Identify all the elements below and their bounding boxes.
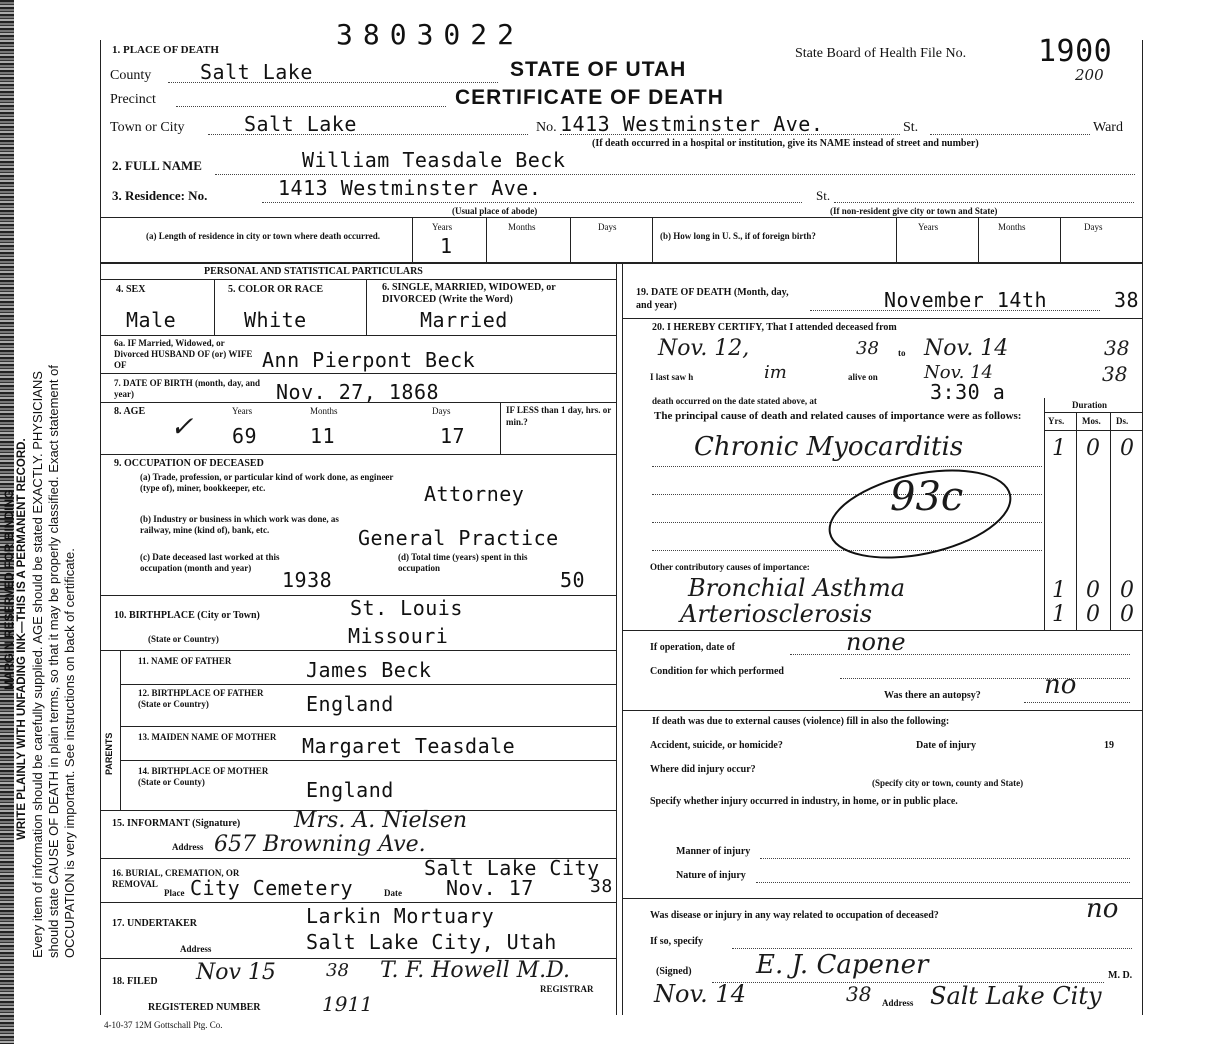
file-sub-number: 200 bbox=[1075, 66, 1104, 84]
mother-birthplace: England bbox=[306, 778, 394, 802]
nature-label: Nature of injury bbox=[676, 870, 746, 881]
contributory-cause-1: Bronchial Asthma bbox=[688, 574, 906, 602]
injury-date-label: Date of injury bbox=[916, 740, 976, 751]
age-label: 8. AGE bbox=[114, 406, 146, 417]
contributory-cause-2: Arteriosclerosis bbox=[680, 600, 873, 628]
dur-mos-label: Mos. bbox=[1082, 416, 1101, 426]
death-time-label: death occurred on the date stated above, at bbox=[652, 396, 817, 406]
physician-signature: E. J. Capener bbox=[756, 950, 929, 980]
signed-address-label: Address bbox=[882, 998, 914, 1008]
principal-cause-label: The principal cause of death and related causes of importance were as follows: bbox=[654, 410, 1022, 422]
parents-side-label: PARENTS bbox=[104, 732, 114, 775]
color-value: White bbox=[244, 308, 307, 332]
duration-label: Duration bbox=[1072, 400, 1108, 410]
margin-reserved-text: MARGIN RESERVED FOR BINDING bbox=[2, 489, 16, 690]
usual-abode-note: (Usual place of abode) bbox=[452, 206, 538, 216]
state-title: STATE OF UTAH bbox=[510, 58, 687, 81]
margin-instructions-3: OCCUPATION is very important. See instructions on back of certificate. bbox=[62, 548, 77, 958]
town-value: Salt Lake bbox=[244, 112, 357, 136]
total-time-value: 50 bbox=[560, 568, 586, 592]
sex-label: 4. SEX bbox=[116, 284, 146, 295]
undertaker-address-label: Address bbox=[180, 944, 212, 954]
signed-date: Nov. 14 bbox=[654, 980, 746, 1008]
age-days-value: 17 bbox=[440, 424, 466, 448]
res-months-label: Months bbox=[508, 222, 536, 232]
contributory-2-ds: 0 bbox=[1120, 602, 1134, 627]
father-birthplace: England bbox=[306, 692, 394, 716]
registrar-label: REGISTRAR bbox=[540, 984, 594, 994]
precinct-label: Precinct bbox=[110, 92, 156, 107]
sex-value: Male bbox=[126, 308, 177, 332]
death-date: November 14th bbox=[884, 288, 1048, 312]
registered-number: 1911 bbox=[322, 992, 373, 1016]
street-no-label: No. bbox=[536, 120, 557, 135]
residence-label: 3. Residence: No. bbox=[112, 188, 208, 203]
marital-label: 6. SINGLE, MARRIED, WIDOWED, or DIVORCED (Write the Word) bbox=[382, 282, 556, 305]
file-number: 1900 bbox=[1038, 34, 1113, 69]
death-date-label: 19. DATE OF DEATH (Month, day, and year) bbox=[636, 287, 789, 311]
autopsy-value: no bbox=[1044, 670, 1077, 700]
place-of-death-label: 1. PLACE OF DEATH bbox=[112, 44, 219, 56]
marital-value: Married bbox=[420, 308, 508, 332]
spouse-value: Ann Pierpont Beck bbox=[262, 348, 476, 372]
burial-value: Salt Lake City bbox=[424, 856, 600, 880]
informant-signature: Mrs. A. Nielsen bbox=[294, 808, 468, 833]
contributory-2-mos: 0 bbox=[1086, 602, 1100, 627]
alive-on-label: alive on bbox=[848, 372, 878, 382]
alive-on-year: 38 bbox=[1102, 362, 1128, 386]
us-days-label: Days bbox=[1084, 222, 1103, 232]
contributory-label: Other contributory causes of importance: bbox=[650, 562, 810, 572]
burial-place: City Cemetery bbox=[190, 876, 354, 900]
registered-number-label: REGISTERED NUMBER bbox=[148, 1002, 261, 1013]
margin-write-plainly: WRITE PLAINLY WITH UNFADING INK—THIS IS A PERMANENT RECORD. bbox=[16, 438, 28, 840]
mother-label: 13. MAIDEN NAME OF MOTHER bbox=[138, 732, 277, 742]
autopsy-label: Was there an autopsy? bbox=[884, 690, 981, 701]
age-checkmark: ✓ bbox=[170, 410, 194, 443]
father-birthplace-label: 12. BIRTHPLACE OF FATHER (State or Country) bbox=[138, 688, 264, 709]
birthplace-state: Missouri bbox=[348, 624, 449, 648]
alive-on-value: Nov. 14 bbox=[924, 362, 993, 383]
res-years-label: Years bbox=[432, 222, 453, 232]
cause-code: 93c bbox=[890, 474, 964, 520]
filed-date: Nov 15 bbox=[196, 960, 276, 985]
burial-year: 38 bbox=[590, 876, 613, 897]
death-year: 38 bbox=[1114, 288, 1140, 312]
dur-ds-label: Ds. bbox=[1116, 416, 1129, 426]
form-left-border bbox=[100, 40, 101, 1015]
contributory-1-yrs: 1 bbox=[1052, 578, 1066, 603]
length-residence-label: (a) Length of residence in city or town where death occurred. bbox=[146, 231, 381, 241]
age-days-label: Days bbox=[432, 406, 451, 416]
st-label: St. bbox=[903, 120, 919, 135]
undertaker-address: Salt Lake City, Utah bbox=[306, 930, 557, 954]
margin-instructions-2: should state CAUSE OF DEATH in plain terms, so that it may be properly classified. Exact statement of bbox=[46, 365, 61, 958]
signed-label: (Signed) bbox=[656, 966, 692, 977]
res-years-value: 1 bbox=[440, 234, 453, 258]
county-label: County bbox=[110, 68, 152, 83]
contributory-2-yrs: 1 bbox=[1052, 602, 1066, 627]
us-months-label: Months bbox=[998, 222, 1026, 232]
manner-label: Manner of injury bbox=[676, 846, 751, 857]
md-label: M. D. bbox=[1108, 970, 1133, 981]
printer-note: 4-10-37 12M Gottschall Ptg. Co. bbox=[104, 1020, 223, 1030]
trade-value: Attorney bbox=[424, 482, 525, 506]
nonresident-note: (If non-resident give city or town and State) bbox=[830, 206, 998, 216]
attended-to-year: 38 bbox=[1104, 336, 1130, 360]
contributory-1-ds: 0 bbox=[1120, 578, 1134, 603]
undertaker-value: Larkin Mortuary bbox=[306, 904, 495, 928]
industry-value: General Practice bbox=[358, 526, 559, 550]
mother-birthplace-label: 14. BIRTHPLACE OF MOTHER (State or County) bbox=[138, 766, 269, 787]
occupation-related-value: no bbox=[1086, 894, 1119, 924]
less-than-day-label: IF LESS than 1 day, hrs. or min.? bbox=[506, 405, 612, 427]
specify-injury-label: Specify whether injury occurred in industry, in home, or in public place. bbox=[650, 796, 958, 807]
age-years-label: Years bbox=[232, 406, 253, 416]
us-years-label: Years bbox=[918, 222, 939, 232]
principal-dur-ds: 0 bbox=[1120, 436, 1134, 461]
principal-dur-mos: 0 bbox=[1086, 436, 1100, 461]
res-days-label: Days bbox=[598, 222, 617, 232]
trade-label: (a) Trade, profession, or particular kind of work done, as engineer (type of), miner, bookkeeper, etc. bbox=[140, 472, 394, 493]
spouse-label: 6a. IF Married, Widowed, or Divorced HUSBAND OF (or) WIFE OF bbox=[114, 338, 253, 370]
dur-yrs-label: Yrs. bbox=[1048, 416, 1065, 426]
principal-dur-yrs: 1 bbox=[1052, 436, 1066, 461]
color-label: 5. COLOR OR RACE bbox=[228, 284, 324, 295]
registrar-signature: T. F. Howell M.D. bbox=[380, 958, 570, 983]
occupation-related-label: Was disease or injury in any way related to occupation of deceased? bbox=[650, 910, 939, 921]
signed-year: 38 bbox=[846, 982, 872, 1006]
informant-address: 657 Browning Ave. bbox=[214, 832, 426, 857]
mother-value: Margaret Teasdale bbox=[302, 734, 516, 758]
filed-label: 18. FILED bbox=[112, 976, 158, 987]
death-time: 3:30 a bbox=[930, 380, 1006, 404]
foreign-birth-label: (b) How long in U. S., if of foreign birth? bbox=[660, 231, 816, 241]
where-injury-label: Where did injury occur? bbox=[650, 764, 756, 775]
signed-address: Salt Lake City bbox=[930, 982, 1102, 1010]
death-address: 1413 Westminster Ave. bbox=[560, 112, 824, 136]
serial-number: 3803022 bbox=[336, 18, 525, 51]
contributory-1-mos: 0 bbox=[1086, 578, 1100, 603]
operation-label: If operation, date of bbox=[650, 642, 735, 653]
birthplace-city: St. Louis bbox=[350, 596, 463, 620]
certify-line: 20. I HEREBY CERTIFY, That I attended deceased from bbox=[652, 322, 897, 333]
informant-address-label: Address bbox=[172, 842, 204, 852]
attended-from: Nov. 12, bbox=[658, 336, 750, 361]
last-saw-value: im bbox=[764, 362, 787, 383]
column-divider bbox=[616, 262, 617, 1015]
burial-date-label: Date bbox=[384, 888, 402, 898]
form-right-border bbox=[1142, 40, 1143, 1015]
if-so-label: If so, specify bbox=[650, 936, 704, 947]
hospital-note: (If death occurred in a hospital or institution, give its NAME instead of street and number) bbox=[592, 138, 979, 149]
residence-value: 1413 Westminster Ave. bbox=[278, 176, 542, 200]
last-worked-value: 1938 bbox=[282, 568, 333, 592]
file-number-label: State Board of Health File No. bbox=[795, 46, 967, 61]
county-value: Salt Lake bbox=[200, 60, 313, 84]
age-months-label: Months bbox=[310, 406, 338, 416]
residence-st-label: St. bbox=[816, 188, 831, 203]
operation-value: none bbox=[846, 628, 906, 656]
dob-value: Nov. 27, 1868 bbox=[276, 380, 440, 404]
father-label: 11. NAME OF FATHER bbox=[138, 656, 232, 666]
external-causes-label: If death was due to external causes (violence) fill in also the following: bbox=[652, 716, 950, 727]
certificate-title: CERTIFICATE OF DEATH bbox=[455, 86, 724, 109]
burial-date: Nov. 17 bbox=[446, 876, 534, 900]
burial-place-label: Place bbox=[164, 888, 185, 898]
injury-year-label: 19 bbox=[1104, 740, 1114, 751]
age-months-value: 11 bbox=[310, 424, 336, 448]
industry-label: (b) Industry or business in which work was done, as railway, mine (kind of), bank, etc. bbox=[140, 514, 339, 535]
accident-label: Accident, suicide, or homicide? bbox=[650, 740, 783, 751]
dob-label: 7. DATE OF BIRTH (month, day, and year) bbox=[114, 378, 260, 399]
full-name-label: 2. FULL NAME bbox=[112, 158, 202, 173]
where-injury-note: (Specify city or town, county and State) bbox=[872, 778, 1024, 788]
town-label: Town or City bbox=[110, 120, 185, 135]
last-saw-label: I last saw h bbox=[650, 372, 694, 382]
full-name-value: William Teasdale Beck bbox=[302, 148, 566, 172]
principal-cause: Chronic Myocarditis bbox=[694, 432, 964, 462]
undertaker-label: 17. UNDERTAKER bbox=[112, 918, 198, 929]
to-label: to bbox=[898, 348, 906, 358]
attended-to: Nov. 14 bbox=[924, 336, 1009, 361]
age-years-value: 69 bbox=[232, 424, 258, 448]
attended-from-year: 38 bbox=[856, 338, 879, 359]
margin-instructions-1: Every item of information should be carefully supplied. AGE should be stated EXACTLY. PHYSICIANS bbox=[30, 371, 45, 958]
burial-label: 16. BURIAL, CREMATION, OR REMOVAL bbox=[112, 868, 240, 889]
condition-label: Condition for which performed bbox=[650, 666, 784, 677]
occupation-label: 9. OCCUPATION OF DECEASED bbox=[114, 458, 264, 469]
total-time-label: (d) Total time (years) spent in this occupation bbox=[398, 552, 528, 573]
birthplace-state-label: (State or Country) bbox=[148, 634, 219, 644]
personal-section-label: PERSONAL AND STATISTICAL PARTICULARS bbox=[204, 266, 423, 277]
birthplace-label: 10. BIRTHPLACE (City or Town) bbox=[114, 610, 260, 621]
last-worked-label: (c) Date deceased last worked at this occupation (month and year) bbox=[140, 552, 280, 573]
father-value: James Beck bbox=[306, 658, 432, 682]
ward-label: Ward bbox=[1093, 120, 1123, 135]
filed-year: 38 bbox=[326, 960, 349, 981]
informant-label: 15. INFORMANT (Signature) bbox=[112, 818, 241, 829]
